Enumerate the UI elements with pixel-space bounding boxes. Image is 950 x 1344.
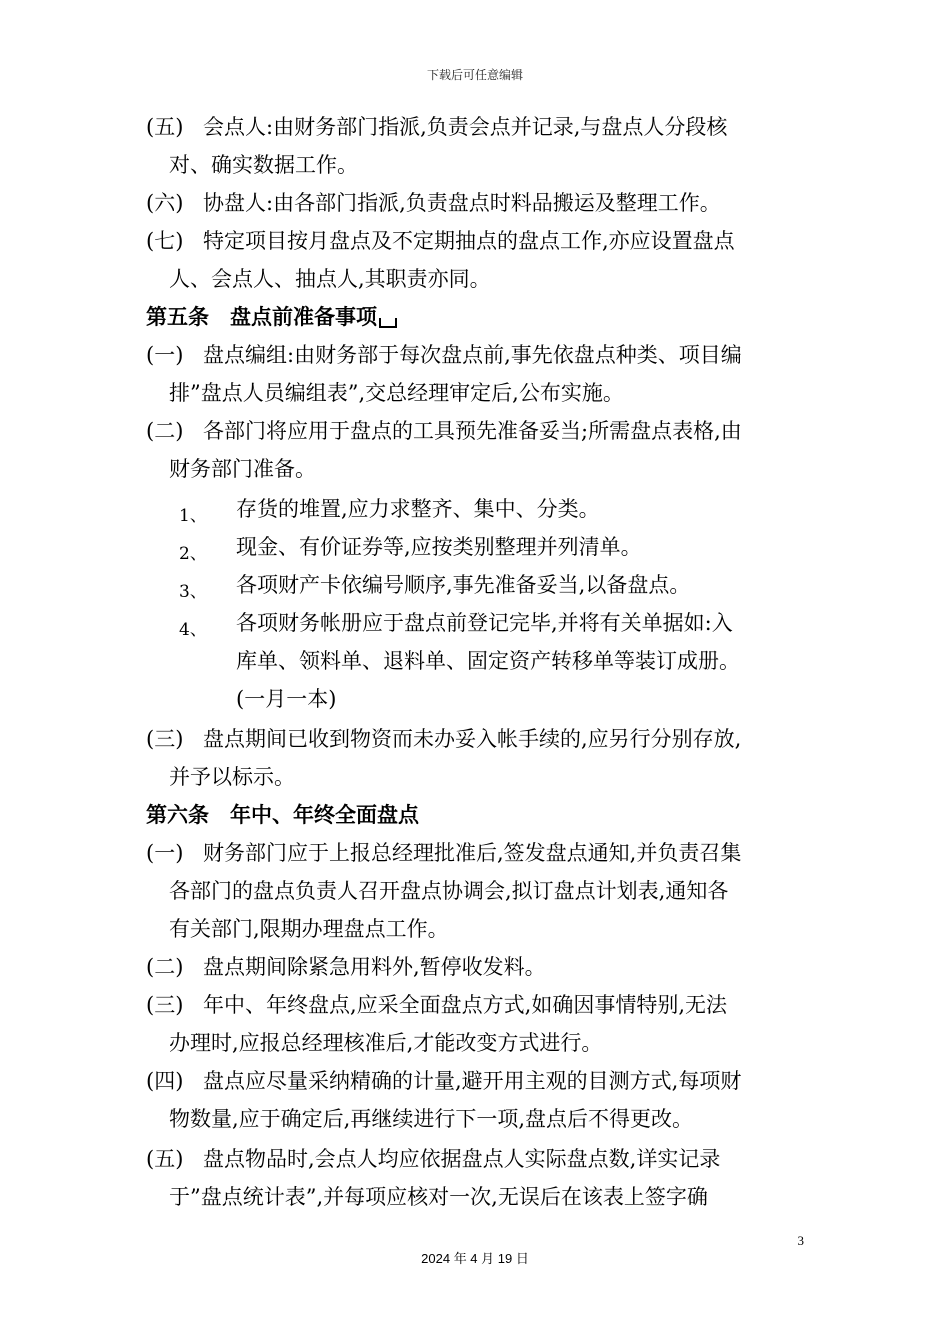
- sub-item-number: 3、: [179, 582, 207, 602]
- item-label: (三): [146, 993, 184, 1017]
- paragraph-line: 各部门的盘点负责人召开盘点协调会,拟订盘点计划表,通知各: [169, 879, 729, 903]
- bracket-mark-icon: [379, 318, 397, 328]
- paragraph-line: 对、确实数据工作。: [169, 153, 358, 177]
- item-label: (二): [146, 419, 184, 443]
- paragraph-line: 财务部门准备。: [169, 457, 316, 481]
- page-footer-date: 2024 年 4 月 19 日: [421, 1251, 529, 1266]
- item-label: (一): [146, 343, 184, 367]
- sub-item-number: 1、: [179, 506, 207, 526]
- paragraph-line: 并予以标示。: [169, 765, 295, 789]
- paragraph-line: 财务部门应于上报总经理批准后,签发盘点通知,并负责召集: [203, 841, 742, 865]
- paragraph-line: 存货的堆置,应力求整齐、集中、分类。: [236, 497, 600, 521]
- paragraph-line: 库单、领料单、退料单、固定资产转移单等装订成册。: [236, 649, 740, 673]
- item-label: (一): [146, 841, 184, 865]
- page-number: 3: [797, 1233, 804, 1248]
- paragraph-line: 盘点期间除紧急用料外,暂停收发料。: [203, 955, 546, 979]
- paragraph-line: 盘点物品时,会点人均应依据盘点人实际盘点数,详实记录: [203, 1147, 721, 1171]
- item-label: (七): [146, 229, 184, 253]
- item-label: (三): [146, 727, 184, 751]
- paragraph-line: 有关部门,限期办理盘点工作。: [169, 917, 449, 941]
- paragraph-line: 年中、年终盘点,应采全面盘点方式,如确因事情特别,无法: [203, 993, 728, 1017]
- item-label: (五): [146, 115, 184, 139]
- item-label: (四): [146, 1069, 184, 1093]
- paragraph-line: 排”盘点人员编组表”,交总经理审定后,公布实施。: [169, 381, 624, 405]
- paragraph-line: 于”盘点统计表”,并每项应核对一次,无误后在该表上签字确: [169, 1185, 708, 1209]
- paragraph-line: 现金、有价证券等,应按类别整理并列清单。: [236, 535, 642, 559]
- paragraph-line: 人、会点人、抽点人,其职责亦同。: [169, 267, 491, 291]
- sub-item-number: 4、: [179, 620, 207, 640]
- paragraph-line: 特定项目按月盘点及不定期抽点的盘点工作,亦应设置盘点: [203, 229, 735, 253]
- paragraph-line: 会点人:由财务部门指派,负责会点并记录,与盘点人分段核: [203, 115, 728, 139]
- paragraph-line: 协盘人:由各部门指派,负责盘点时料品搬运及整理工作。: [203, 191, 721, 215]
- paragraph-line: 物数量,应于确定后,再继续进行下一项,盘点后不得更改。: [169, 1107, 694, 1131]
- paragraph-line: 盘点期间已收到物资而未办妥入帐手续的,应另行分别存放,: [203, 727, 742, 751]
- item-label: (六): [146, 191, 184, 215]
- paragraph-line: 各部门将应用于盘点的工具预先准备妥当;所需盘点表格,由: [203, 419, 742, 443]
- section-heading: 第六条 年中、年终全面盘点: [146, 803, 419, 827]
- section-heading: [146, 307, 397, 328]
- page-header: 下载后可任意编辑: [426, 68, 523, 82]
- paragraph-line: 盘点编组:由财务部于每次盘点前,事先依盘点种类、项目编: [203, 343, 742, 367]
- item-label: (二): [146, 955, 184, 979]
- paragraph-line: 办理时,应报总经理核准后,才能改变方式进行。: [169, 1031, 603, 1055]
- paragraph-line: (一月一本): [236, 687, 337, 711]
- paragraph-line: 各项财产卡依编号顺序,事先准备妥当,以备盘点。: [236, 573, 691, 597]
- paragraph-line: 盘点应尽量采纳精确的计量,避开用主观的目测方式,每项财: [203, 1069, 742, 1093]
- section-heading-text: 第五条 盘点前准备事项: [146, 305, 377, 329]
- sub-item-number: 2、: [179, 544, 207, 564]
- paragraph-line: 各项财务帐册应于盘点前登记完毕,并将有关单据如:入: [236, 611, 733, 635]
- item-label: (五): [146, 1147, 184, 1171]
